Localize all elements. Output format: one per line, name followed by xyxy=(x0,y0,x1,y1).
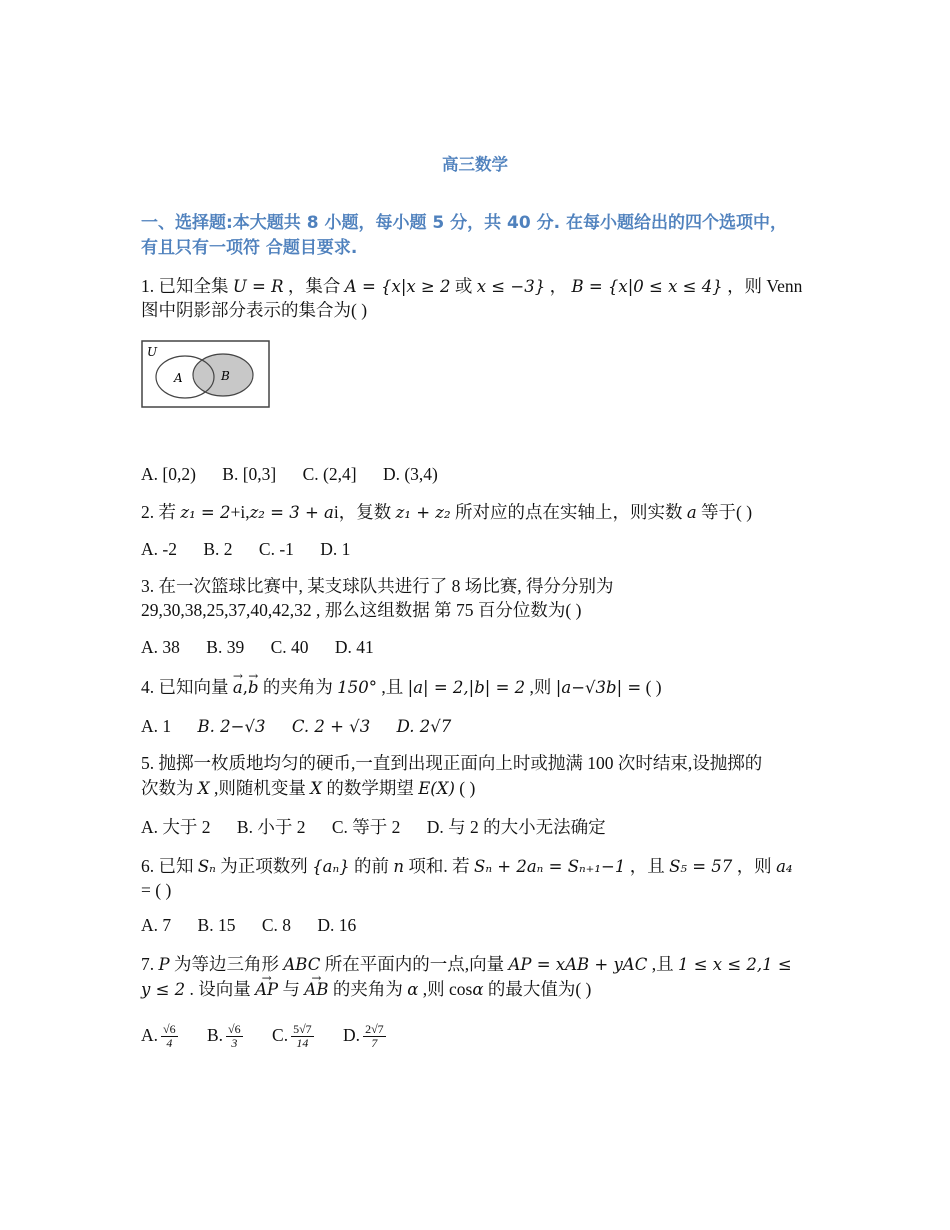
question-2-line-1 xyxy=(141,501,752,524)
vector-ab: → AB xyxy=(304,979,328,1001)
math-expression: z₁ + z₂ xyxy=(395,503,451,522)
fraction: $\frac{5√7}{14}$ xyxy=(293,1022,312,1051)
math-expression: x ≤ −3} xyxy=(476,277,546,296)
math-expression: 1 ≤ x ≤ 2,1 ≤ xyxy=(677,955,792,974)
question-text: ， xyxy=(549,276,568,296)
question-5-line-2 xyxy=(141,777,475,800)
question-7-line-2 xyxy=(141,978,591,1001)
math-expression: 150° xyxy=(337,678,378,697)
question-text: 为正项数列 xyxy=(220,856,308,876)
question-text: 已知全集 xyxy=(158,276,229,296)
question-number: 7. xyxy=(141,954,155,974)
vector-ap: → AP xyxy=(255,979,278,1001)
question-text: 的夹角为 xyxy=(262,677,333,697)
math-expression: U = R xyxy=(232,277,284,296)
math-expression: X xyxy=(197,779,210,798)
question-text: 与 xyxy=(282,979,301,999)
question-text: ,且 xyxy=(381,677,404,697)
question-6-options xyxy=(141,914,378,936)
math-expression: α xyxy=(407,980,419,999)
option-a[interactable]: A. 大于 2 xyxy=(141,817,211,837)
option-c[interactable]: C. 40 xyxy=(270,637,309,657)
math-expression: α xyxy=(472,980,484,999)
option-c[interactable]: C. $\frac{5√7}{14}$ xyxy=(272,1022,312,1051)
question-text: ,且 xyxy=(651,954,674,974)
question-text: +i, xyxy=(230,502,250,522)
question-5-line-1: 5. 抛掷一枚质地均匀的硬币,一直到出现正面向上时或抛满 100 次时结束,设抛掷的 xyxy=(141,753,763,773)
question-7-options xyxy=(141,1020,411,1050)
vector-b: → b xyxy=(248,677,259,699)
math-expression: z₂ = 3 + a xyxy=(249,503,334,522)
venn-diagram xyxy=(141,340,273,410)
question-text: 的夹角为 xyxy=(332,979,403,999)
option-a[interactable]: A. [0,2) xyxy=(141,464,196,484)
math-expression: a xyxy=(686,503,697,522)
question-text: ，集合 xyxy=(287,276,341,296)
question-number: 4. xyxy=(141,677,155,697)
question-6-line-1 xyxy=(141,855,793,878)
question-text: 所在平面内的一点,向量 xyxy=(324,954,505,974)
question-text: 或 xyxy=(454,276,473,296)
option-a[interactable]: A. 1 xyxy=(141,716,172,736)
math-expression: n xyxy=(393,857,405,876)
vector-equation: AP = xAB + yAC xyxy=(508,955,648,974)
question-4-options xyxy=(141,715,473,738)
math-expression: Sₙ xyxy=(197,857,216,876)
math-expression: |a−√3b| = xyxy=(555,678,642,697)
section-heading-line-2: 有且只有一项符 合题目要求. xyxy=(141,238,358,258)
option-b[interactable]: B. 15 xyxy=(197,915,236,935)
question-text: ，则 Venn xyxy=(727,276,803,296)
question-text: 的数学期望 xyxy=(326,778,414,798)
option-d[interactable]: D. 1 xyxy=(320,539,351,559)
venn-label-a: A xyxy=(174,371,183,385)
question-4-line-1: 4. 已知向量 → a,→ b 的夹角为 150° ,且 |a| = 2,|b| = 2 ,则 |a−√3b| = ( ) xyxy=(141,676,662,699)
option-c[interactable]: C. (2,4] xyxy=(302,464,357,484)
question-text: 已知向量 xyxy=(158,677,229,697)
question-number: 2. xyxy=(141,502,155,522)
question-1-options xyxy=(141,463,460,485)
option-a[interactable]: A. 7 xyxy=(141,915,172,935)
option-c[interactable]: C. -1 xyxy=(258,539,294,559)
question-text: 次数为 xyxy=(141,778,194,798)
option-d[interactable]: D. 16 xyxy=(317,915,357,935)
page-title: 高三数学 xyxy=(442,155,508,174)
question-text: 的前 xyxy=(354,856,390,876)
option-b[interactable]: B. [0,3] xyxy=(222,464,277,484)
option-a[interactable]: A. $\frac{√6}{4}$ xyxy=(141,1022,176,1051)
math-expression: E(X) xyxy=(418,779,455,798)
option-d[interactable]: D. (3,4) xyxy=(382,464,438,484)
question-text: ( ) xyxy=(645,677,662,697)
question-1-line-1 xyxy=(141,275,802,298)
option-b[interactable]: B. 小于 2 xyxy=(236,817,306,837)
question-text: 为等边三角形 xyxy=(173,954,279,974)
option-c[interactable]: C. 8 xyxy=(261,915,292,935)
venn-label-b: B xyxy=(221,369,230,383)
question-3-line-1: 3. 在一次篮球比赛中, 某支球队共进行了 8 场比赛, 得分分别为 xyxy=(141,576,614,596)
question-text: ,则随机变量 xyxy=(214,778,306,798)
math-expression: y ≤ 2 xyxy=(141,980,186,999)
math-expression: ABC xyxy=(283,955,321,974)
question-5-options xyxy=(141,816,628,838)
question-text: 项和. 若 xyxy=(408,856,470,876)
question-text: 的最大值为( ) xyxy=(487,979,592,999)
question-text: 已知 xyxy=(158,856,194,876)
question-number: 6. xyxy=(141,856,155,876)
option-d[interactable]: D. 与 2 的大小无法确定 xyxy=(426,817,606,837)
option-a[interactable]: A. -2 xyxy=(141,539,177,559)
option-a[interactable]: A. 38 xyxy=(141,637,180,657)
question-text: ,则 xyxy=(529,677,552,697)
question-3-options xyxy=(141,636,396,658)
math-expression: X xyxy=(310,779,322,798)
math-expression: Sₙ + 2aₙ = Sₙ₊₁−1 xyxy=(474,857,626,876)
math-expression: z₁ = 2 xyxy=(180,503,231,522)
option-b[interactable]: B. 2−√3 xyxy=(197,717,266,736)
question-text: ，则 xyxy=(736,856,772,876)
fraction: $\frac{√6}{4}$ xyxy=(163,1022,176,1051)
question-2-options xyxy=(141,538,372,560)
math-expression: a₄ xyxy=(776,857,793,876)
question-7-line-1 xyxy=(141,953,792,976)
question-6-line-2: = ( ) xyxy=(141,880,172,900)
question-3-line-2: 29,30,38,25,37,40,42,32 , 那么这组数据 第 75 百分位数为( ) xyxy=(141,600,582,620)
option-d[interactable]: D. 2√7 xyxy=(396,717,452,736)
option-b[interactable]: B. 39 xyxy=(206,637,245,657)
question-text: i，复数 xyxy=(333,502,392,522)
question-1-line-2: 图中阴影部分表示的集合为( ) xyxy=(141,300,368,320)
math-expression: B = {x|0 ≤ x ≤ 4} xyxy=(571,277,723,296)
vector-a: → a xyxy=(233,677,243,699)
venn-label-u: U xyxy=(147,345,158,359)
math-expression: A = {x|x ≥ 2 xyxy=(344,277,451,296)
question-text: 所对应的点在实轴上，则实数 xyxy=(454,502,683,522)
math-expression: P xyxy=(158,955,170,974)
question-text: ，且 xyxy=(629,856,665,876)
option-c[interactable]: C. 等于 2 xyxy=(331,817,401,837)
question-number: 1. xyxy=(141,276,155,296)
option-c[interactable]: C. 2 + √3 xyxy=(291,717,371,736)
option-b[interactable]: B. 2 xyxy=(203,539,233,559)
question-text: . 设向量 xyxy=(189,979,251,999)
question-text: ,则 cos xyxy=(422,979,473,999)
fraction: $\frac{2√7}{7}$ xyxy=(365,1022,384,1051)
fraction: $\frac{√6}{3}$ xyxy=(228,1022,241,1051)
math-expression: {aₙ} xyxy=(312,857,350,876)
math-expression: |a| = 2,|b| = 2 xyxy=(407,678,526,697)
question-text: 等于( ) xyxy=(701,502,753,522)
question-text: 若 xyxy=(158,502,176,522)
section-heading-line-1: 一、选择题:本大题共 8 小题，每小题 5 分，共 40 分. 在每小题给出的四个选项中， xyxy=(141,213,787,233)
option-b[interactable]: B. $\frac{√6}{3}$ xyxy=(206,1022,241,1051)
option-d[interactable]: D. 41 xyxy=(334,637,374,657)
math-expression: S₅ = 57 xyxy=(669,857,733,876)
question-text: ( ) xyxy=(459,778,476,798)
option-d[interactable]: D. $\frac{2√7}{7}$ xyxy=(343,1022,384,1051)
